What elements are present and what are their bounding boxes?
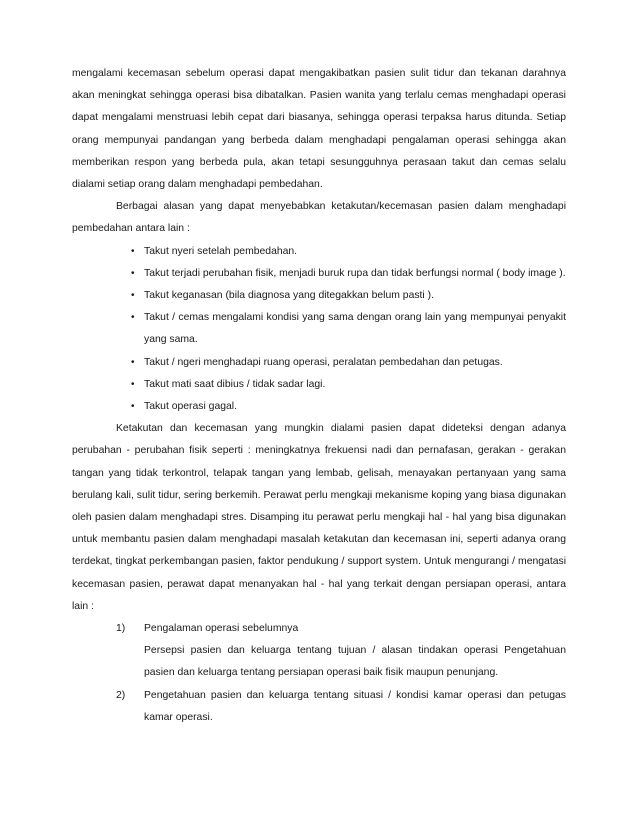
list-item-text: Takut terjadi perubahan fisik, menjadi buruk rupa dan tidak berfungsi normal ( body image ). — [144, 267, 566, 279]
numbered-item — [72, 618, 566, 685]
numbered-item — [72, 685, 566, 729]
list-item — [72, 352, 566, 374]
paragraph-3: Ketakutan dan kecemasan yang mungkin dialami pasien dapat dideteksi dengan adanya perubahan - perubahan fisik seperti : meningkatnya frekuensi nadi dan pernafasan, gerakan - gerakan tangan yang tidak terkontrol, telapak tangan yang lembab, gelisah, menayakan pertanyaan yang sama berulang kali, sulit tidur, sering berkemih. Perawat perlu mengkaji mekanisme koping yang biasa digunakan oleh pasien dalam menghadapi stres. Disamping itu perawat perlu mengkaji hal - hal yang bisa digunakan untuk membantu pasien dalam menghadapi masalah ketakutan dan kecemasan ini, seperti adanya orang terdekat, tingkat perkembangan pasien, faktor pendukung / support system. Untuk mengurangi / mengatasi kecemasan pasien, perawat dapat menanyakan hal - hal yang terkait dengan persiapan operasi, antara lain : — [72, 423, 566, 612]
bullet-list — [72, 241, 566, 419]
list-item — [72, 263, 566, 285]
list-item-text: Takut / ngeri menghadapi ruang operasi, peralatan pembedahan dan petugas. — [144, 356, 503, 368]
paragraph-2: Berbagai alasan yang dapat menyebabkan ketakutan/kecemasan pasien dalam menghadapi pembedahan antara lain : — [72, 201, 566, 235]
list-item — [72, 374, 566, 396]
list-item — [72, 396, 566, 418]
item-title: Pengetahuan pasien dan keluarga tentang situasi / kondisi kamar operasi dan petugas kamar operasi. — [144, 689, 566, 723]
bullet-icon: • — [131, 312, 135, 324]
bullet-icon: • — [131, 378, 135, 390]
item-title: Pengalaman operasi sebelumnya — [144, 623, 299, 635]
bullet-icon: • — [131, 245, 135, 257]
bullet-icon: • — [131, 356, 135, 368]
list-item-text: Takut keganasan (bila diagnosa yang ditegakkan belum pasti ). — [144, 290, 434, 302]
numbered-list — [72, 618, 566, 729]
bullet-icon: • — [131, 290, 135, 302]
bullet-icon: • — [131, 267, 135, 279]
list-item-text: Takut / cemas mengalami kondisi yang sama dengan orang lain yang mempunyai penyakit yang sama. — [144, 312, 566, 346]
list-item — [72, 241, 566, 263]
list-item-text: Takut nyeri setelah pembedahan. — [144, 245, 298, 257]
list-item — [72, 285, 566, 307]
item-text: Persepsi pasien dan keluarga tentang tujuan / alasan tindakan operasi Pengetahuan pasien dan keluarga tentang persiapan operasi baik fisik maupun penunjang. — [144, 645, 566, 679]
bullet-icon: • — [131, 401, 135, 413]
item-number: 2) — [116, 689, 126, 701]
paragraph-1: mengalami kecemasan sebelum operasi dapat mengakibatkan pasien sulit tidur dan tekanan darahnya akan meningkat sehingga operasi bisa dibatalkan. Pasien wanita yang terlalu cemas menghadapi operasi dapat mengalami menstruasi lebih cepat dari biasanya, sehingga operasi terpaksa harus ditunda. Setiap orang mempunyai pandangan yang berbeda dalam menghadapi pengalaman operasi sehingga akan memberikan respon yang berbeda pula, akan tetapi sesungguhnya perasaan takut dan cemas selalu dialami setiap orang dalam menghadapi pembedahan. — [72, 68, 566, 191]
list-item — [72, 307, 566, 351]
list-item-text: Takut operasi gagal. — [144, 401, 237, 413]
item-number: 1) — [116, 623, 126, 635]
list-item-text: Takut mati saat dibius / tidak sadar lagi. — [144, 378, 326, 390]
